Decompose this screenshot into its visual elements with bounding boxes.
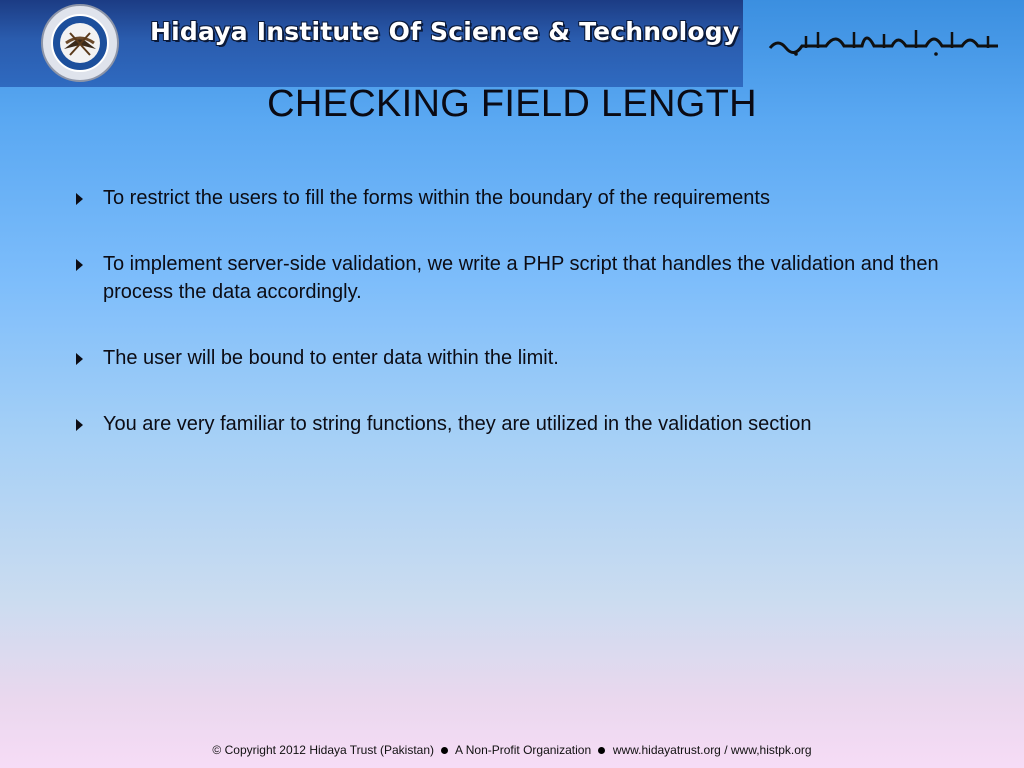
- bullet-item: [76, 410, 976, 438]
- bullet-text: To implement server-side validation, we write a PHP script that handles the validation and then process the data accordingly.: [103, 253, 939, 303]
- footer-links: www.hidayatrust.org / www,histpk.org: [612, 743, 812, 757]
- bullet-arrow-icon: [76, 353, 83, 365]
- bullet-item: [76, 250, 976, 306]
- bullet-item: [76, 184, 976, 212]
- bullet-arrow-icon: [76, 193, 83, 205]
- bullet-item: [76, 344, 976, 372]
- bullet-list: [76, 184, 976, 476]
- bullet-text: You are very familiar to string functions, they are utilized in the validation section: [103, 413, 812, 435]
- bullet-text: The user will be bound to enter data within the limit.: [103, 347, 559, 369]
- institute-logo: [34, 3, 126, 83]
- header-banner: [0, 0, 743, 87]
- bullet-arrow-icon: [76, 419, 83, 431]
- footer-dot-icon: [598, 747, 605, 754]
- footer-org: A Non-Profit Organization: [455, 743, 592, 757]
- footer-copyright: © Copyright 2012 Hidaya Trust (Pakistan): [212, 743, 435, 757]
- footer-dot-icon: [441, 747, 448, 754]
- bullet-arrow-icon: [76, 259, 83, 271]
- header-title: Hidaya Institute Of Science & Technology: [150, 17, 740, 46]
- bullet-text: To restrict the users to fill the forms within the boundary of the requirements: [103, 187, 770, 209]
- slide-title: CHECKING FIELD LENGTH: [267, 83, 757, 125]
- footer: [0, 743, 1024, 757]
- bismillah-calligraphy: [766, 22, 1002, 62]
